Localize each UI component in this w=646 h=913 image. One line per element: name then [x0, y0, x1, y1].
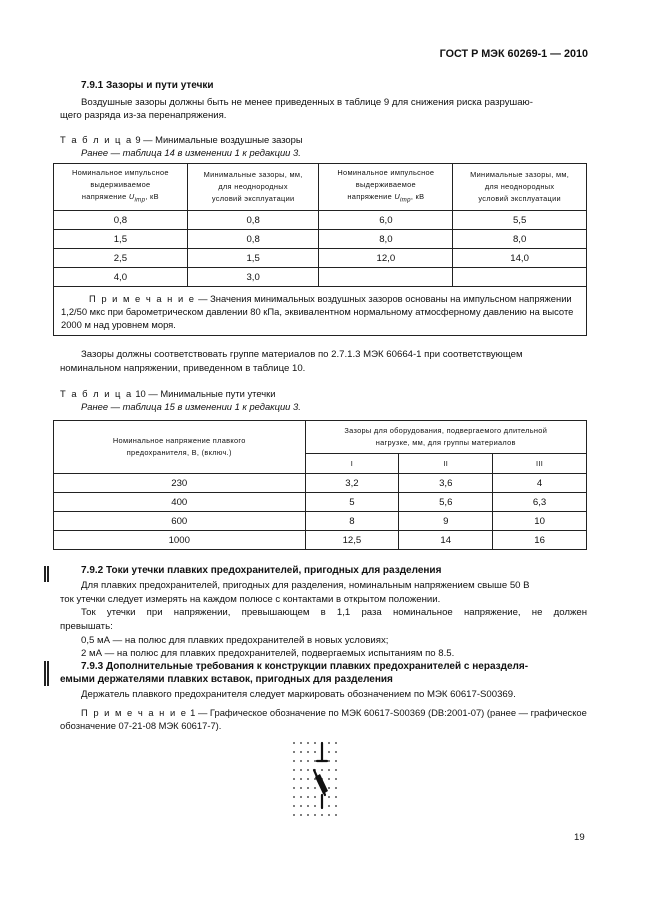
table9-cell: 1,5 — [54, 230, 188, 249]
table9-cell: 8,0 — [453, 230, 587, 249]
table10-cell: 8 — [305, 512, 399, 531]
table9-cell: 8,0 — [319, 230, 453, 249]
table9-note: П р и м е ч а н и е — Значения минимальных воздушных зазоров основаны на импульсном напряжении 1,2/50 мкс при барометрическом давлении 80 кПа, эквивалентном нормальному атмосферному давлению на высоте 2000 м над уровнем моря. — [54, 287, 587, 336]
table10-row — [54, 512, 587, 531]
table9-row — [54, 268, 587, 287]
table9-caption-text: Минимальные воздушные зазоры — [155, 134, 303, 145]
table9-prior-note: Ранее — таблица 14 в изменении 1 к редакции 3. — [81, 147, 301, 158]
s793-paragraph: Держатель плавкого предохранителя следует маркировать обозначением по МЭК 60617-S00369. — [81, 689, 516, 700]
table9-header-voltage-2: Номинальное импульсное выдерживаемое напряжение $U_{imp}$, кВ — [319, 164, 453, 211]
table9-cell: 14,0 — [453, 249, 587, 268]
table10-group-iii: III — [493, 454, 587, 474]
s792-p2-line-1: Ток утечки при напряжении, превышающем в 1,1 раза номинальное напряжение, не должен — [81, 607, 587, 618]
s792-p2-line-2: превышать: — [60, 621, 113, 632]
table10-cell: 1000 — [54, 531, 306, 550]
section-7-9-2-title: 7.9.2 Токи утечки плавких предохранителей, пригодных для разделения — [81, 565, 442, 576]
table9-cell: 2,5 — [54, 249, 188, 268]
table10-cell: 600 — [54, 512, 306, 531]
table-9 — [53, 163, 587, 336]
table9-row — [54, 249, 587, 268]
section-7-9-3-title-line-1: 7.9.3 Дополнительные требования к конструкции плавких предохранителей с неразделя- — [81, 661, 529, 672]
isolating-fuse-symbol-icon — [290, 738, 342, 818]
table10-cell: 16 — [493, 531, 587, 550]
table9-header-clearance-1: Минимальные зазоры, мм, для неоднородных условий эксплуатации — [187, 164, 319, 211]
table10-cell: 5,6 — [399, 493, 493, 512]
table9-cell: 12,0 — [319, 249, 453, 268]
s791-line-1: Воздушные зазоры должны быть не менее приведенных в таблице 9 для снижения риска разрушаю- — [81, 97, 533, 108]
table10-cell: 14 — [399, 531, 493, 550]
table-10 — [53, 420, 587, 550]
table9-caption-num: 9 — — [132, 134, 156, 145]
table10-row — [54, 474, 587, 493]
table10-group-i: I — [305, 454, 399, 474]
table10-header-gaps: Зазоры для оборудования, подвергаемого длительной нагрузке, мм, для группы материалов — [305, 421, 586, 454]
table9-row — [54, 211, 587, 230]
change-bar-2b — [47, 661, 49, 686]
table9-header-row — [54, 164, 587, 211]
section-7-9-1-title: 7.9.1 Зазоры и пути утечки — [81, 80, 214, 91]
table9-note-row — [54, 287, 587, 336]
s792-item-1: 0,5 мА — на полюс для плавких предохранителей в новых условиях; — [81, 635, 389, 646]
change-bar-1a — [44, 566, 46, 582]
table9-cell: 4,0 — [54, 268, 188, 287]
s792-p1-line-2: ток утечки следует измерять на каждом полюсе с контактами в открытом положении. — [60, 594, 441, 605]
table10-cell: 6,3 — [493, 493, 587, 512]
table10-row — [54, 493, 587, 512]
table9-cell: 5,5 — [453, 211, 587, 230]
table10-prior-note: Ранее — таблица 15 в изменении 1 к редакции 3. — [81, 401, 301, 412]
section-7-9-3-title-line-2: емыми держателями плавких вставок, пригодных для разделения — [60, 674, 393, 685]
table10-caption: Т а б л и ц а 10 — Минимальные пути утечки — [60, 388, 276, 399]
table10-header-row — [54, 421, 587, 454]
table9-cell: 1,5 — [187, 249, 319, 268]
s793-note-line-2: обозначение 07-21-08 МЭК 60617-7). — [60, 720, 222, 731]
table10-cell: 3,2 — [305, 474, 399, 493]
table10-header-voltage: Номинальное напряжение плавкого предохранителя, В, (включ.) — [54, 421, 306, 474]
s793-note-line-1: П р и м е ч а н и е 1 — Графическое обозначение по МЭК 60617-S00369 (DB:2001-07) (ранее — графическое — [81, 707, 587, 718]
table9-cell: 0,8 — [54, 211, 188, 230]
table9-header-clearance-2: Минимальные зазоры, мм, для неоднородных условий эксплуатации — [453, 164, 587, 211]
s792-item-2: 2 мА — на полюс для плавких предохранителей, подвергаемых испытаниям по 8.5. — [81, 648, 455, 659]
page-number: 19 — [574, 832, 585, 843]
table9-caption — [60, 134, 303, 145]
table9-cell: 0,8 — [187, 211, 319, 230]
table10-cell: 5 — [305, 493, 399, 512]
table9-row — [54, 230, 587, 249]
table10-cell: 9 — [399, 512, 493, 531]
table10-cell: 12,5 — [305, 531, 399, 550]
s792-p1-line-1: Для плавких предохранителей, пригодных для разделения, номинальным напряжением свыше 50 В — [81, 580, 530, 591]
change-bar-1b — [47, 566, 49, 582]
table10-group-ii: II — [399, 454, 493, 474]
change-bar-2a — [44, 661, 46, 686]
table9-cell: 6,0 — [319, 211, 453, 230]
table10-cell: 10 — [493, 512, 587, 531]
table9-cell: 3,0 — [187, 268, 319, 287]
table10-cell: 3,6 — [399, 474, 493, 493]
table10-row — [54, 531, 587, 550]
table9-cell: 0,8 — [187, 230, 319, 249]
table10-cell: 4 — [493, 474, 587, 493]
table9-header-voltage-1: Номинальное импульсное выдерживаемое напряжение $U_{imp}$, кВ — [54, 164, 188, 211]
s791-line-2: щего разряда из-за перенапряжения. — [60, 110, 227, 121]
table10-cell: 400 — [54, 493, 306, 512]
para-between-line-1: Зазоры должны соответствовать группе материалов по 2.7.1.3 МЭК 60664-1 при соответствующем — [81, 349, 523, 360]
table9-cell — [319, 268, 453, 287]
table10-cell: 230 — [54, 474, 306, 493]
table9-cell — [453, 268, 587, 287]
document-header: ГОСТ Р МЭК 60269-1 — 2010 — [439, 48, 588, 60]
table9-caption-label: Т а б л и ц а — [60, 134, 133, 145]
para-between-line-2: номинальном напряжении, приведенном в таблице 10. — [60, 363, 306, 374]
